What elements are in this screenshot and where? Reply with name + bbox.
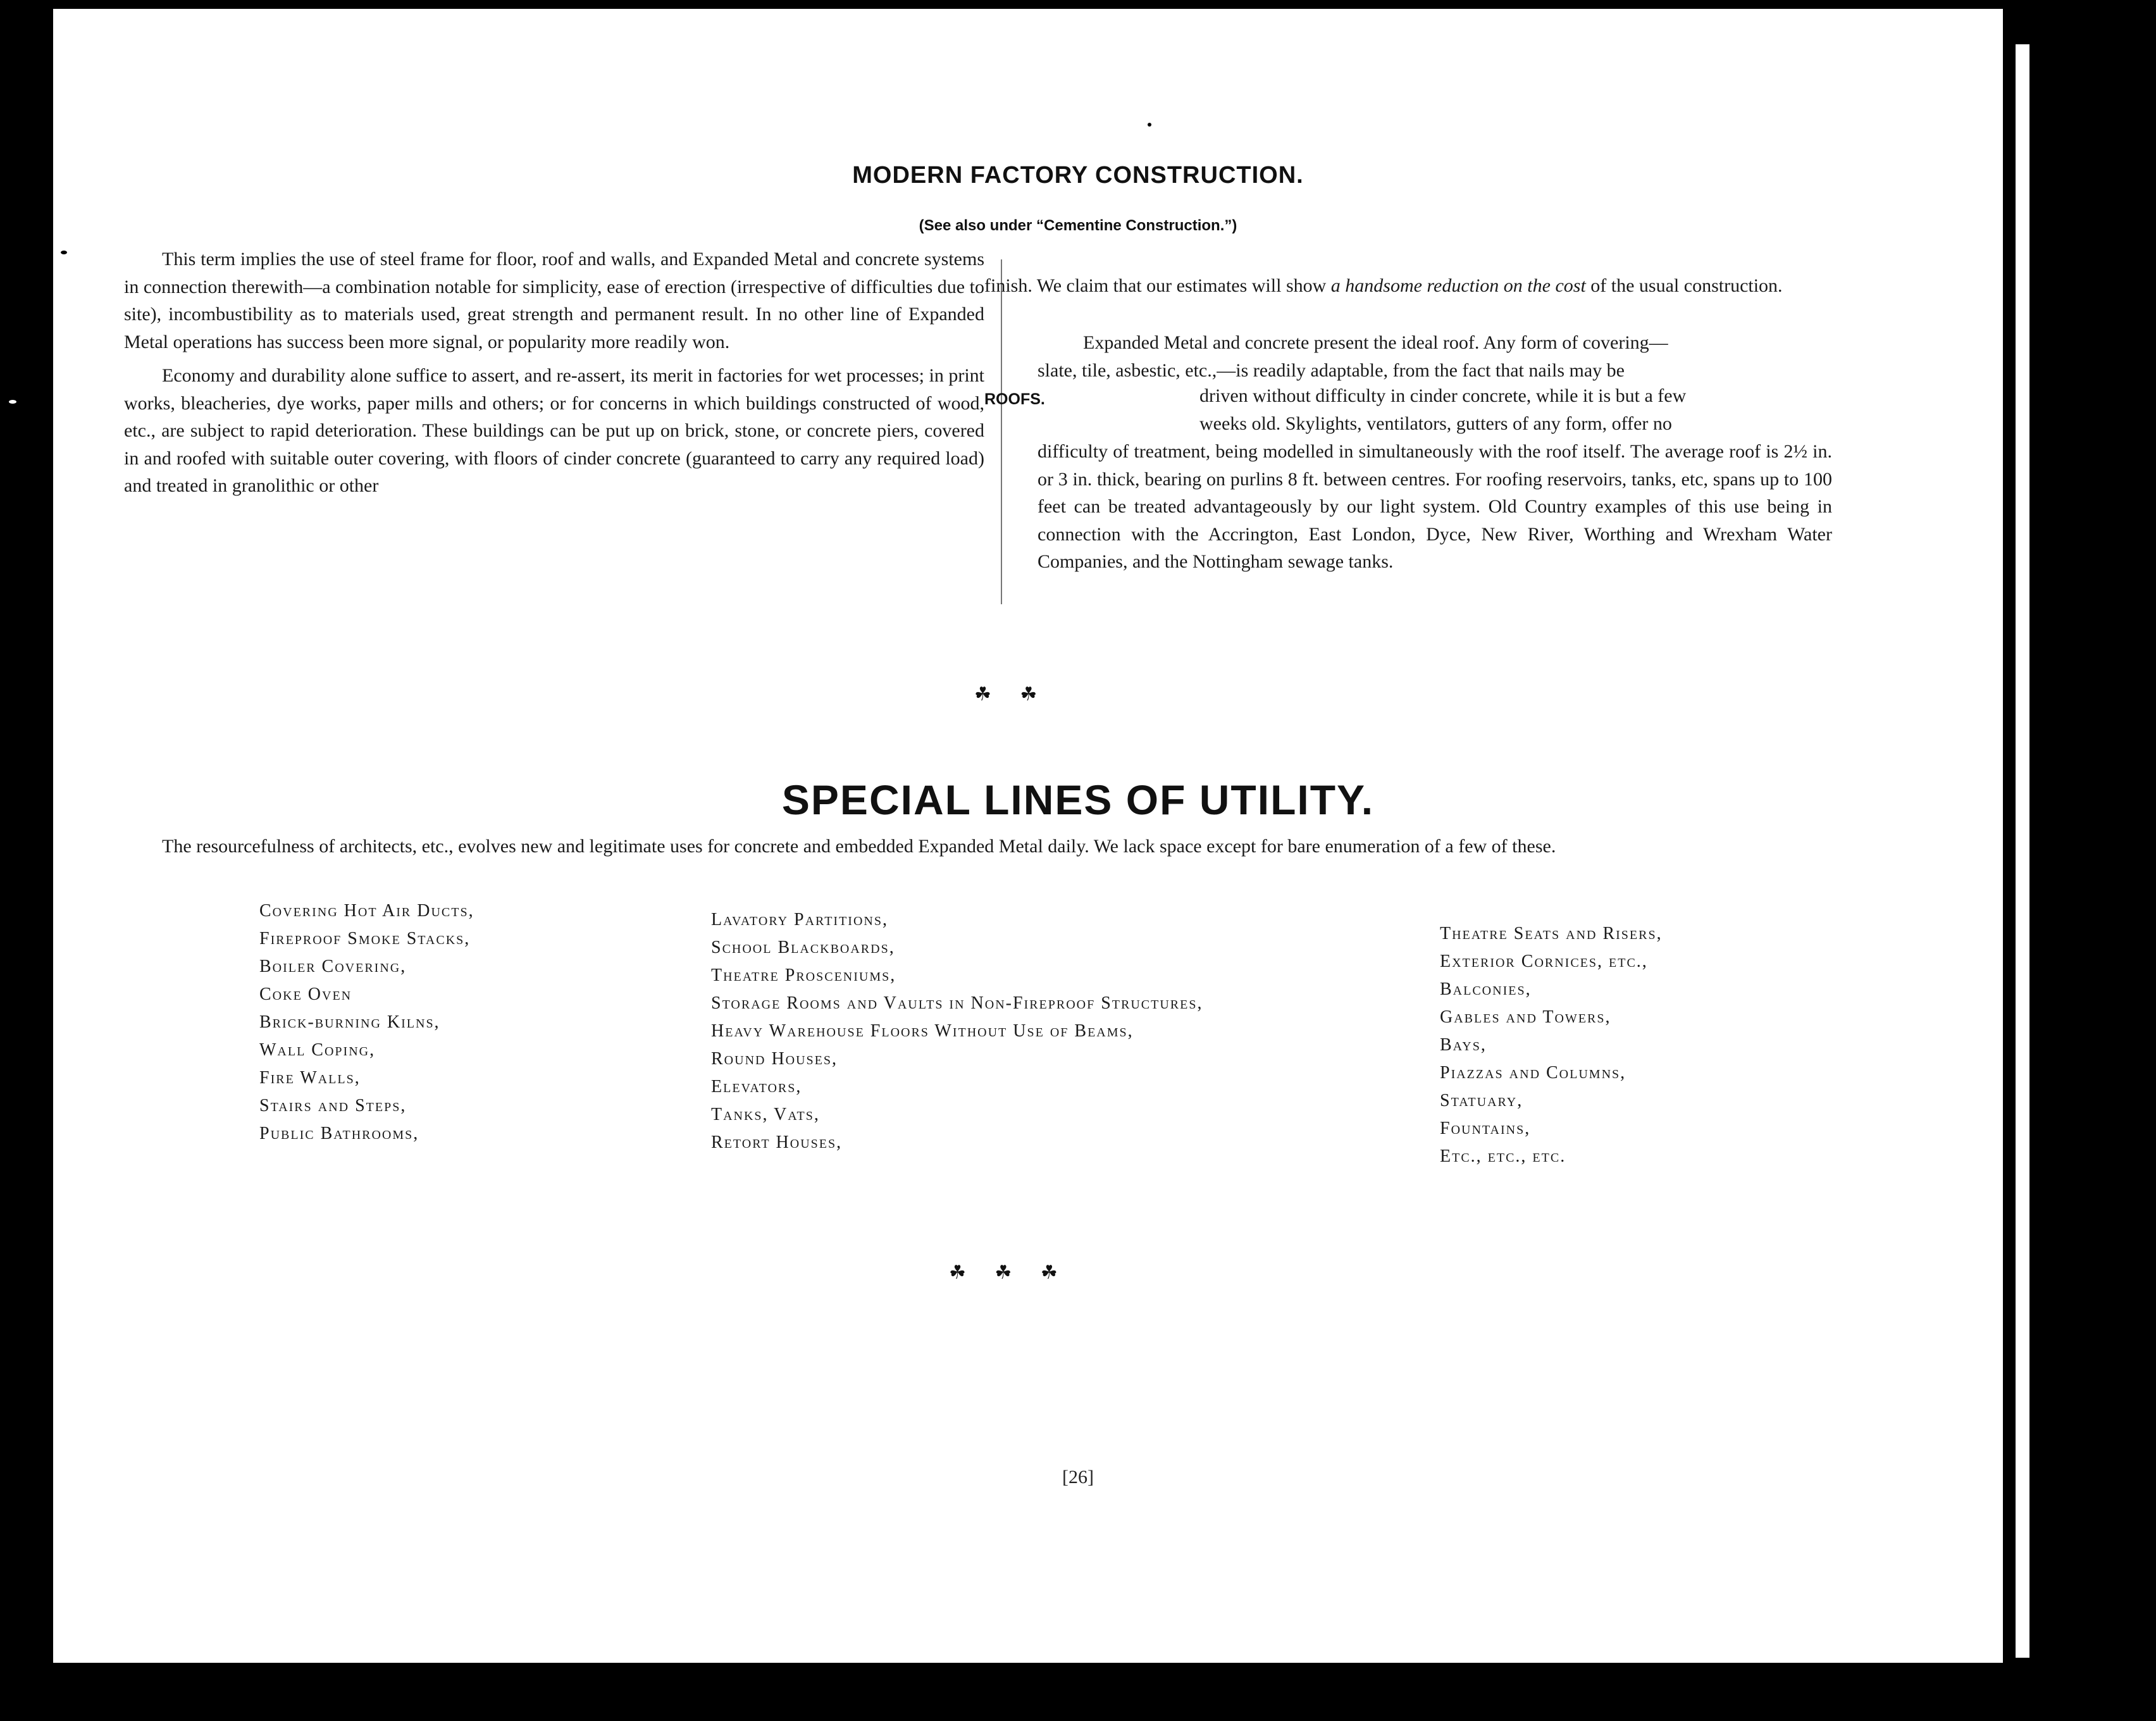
roofs-line-2: slate, tile, asbestic, etc.,—is readily adaptable, from the fact that nails may be: [1038, 360, 1625, 381]
ink-speck: [61, 251, 67, 254]
list-item: Exterior Cornices, etc.,: [1440, 952, 1648, 971]
list-item: Coke Oven: [259, 985, 352, 1004]
finish-emphasis: a handsome reduction on the cost: [1330, 275, 1586, 296]
paragraph-economy: Economy and durability alone suffice to assert, and re-assert, its merit in factories for wet processes; in print works, bleacheries, dye works, paper mills and others; or for concerns in which buildings constructed of wood, etc., are subject to rapid deterioration. These buildings can be put up on brick, stone, or concrete piers, covered in and roofed with suitable outer covering, with floors of cinder concrete (guaranteed to carry any required load) and treated in granolithic or other: [124, 365, 984, 496]
paragraph-finish: [984, 272, 1832, 300]
list-item: Boiler Covering,: [259, 957, 407, 976]
utility-list-right: [1440, 920, 1663, 1171]
facing-page-edge: [2016, 44, 2029, 1658]
paragraph-steel-frame: This term implies the use of steel frame for floor, roof and walls, and Expanded Metal and concrete systems in connection therewith—a combination notable for simplicity, ease of erection (irrespective of difficulties due to site), incombustibility as to materials used, great strength and permanent result. In no other line of Expanded Metal operations has success been more signal, or popularity more readily won.: [124, 249, 984, 352]
roofs-line-4: weeks old. Skylights, ventilators, gutters of any form, offer no: [1199, 413, 1672, 434]
list-item: Lavatory Partitions,: [711, 910, 888, 929]
utility-list-middle: [711, 906, 1203, 1157]
gutter-shadow: [2004, 13, 2013, 1658]
list-item: Public Bathrooms,: [259, 1124, 419, 1143]
finish-tail: of the usual construction.: [1585, 275, 1783, 296]
section-subtitle: (See also under “Cementine Construction.”): [919, 217, 1237, 234]
list-item: Heavy Warehouse Floors Without Use of Beams,: [711, 1021, 1134, 1041]
ornament-divider-small: ☘ ☘: [974, 683, 1049, 705]
utility-list-left: [259, 897, 474, 1148]
list-item: Stairs and Steps,: [259, 1096, 407, 1115]
roofs-remainder: difficulty of treatment, being modelled in simultaneously with the roof itself. The average roof is 2½ in. or 3 in. thick, bearing on purlins 8 ft. between centres. For roofing reservoirs, tanks, etc, spans up to 100 feet can be treated advantageously by our light system. Old Country examples of this use being in connection with the Accrington, East London, Dyce, New River, Worthing and Wrexham Water Companies, and the Nottingham sewage tanks.: [1038, 441, 1832, 572]
roofs-line-3: driven without difficulty in cinder concrete, while it is but a few: [1199, 385, 1687, 406]
ornament-divider-large: ☘ ☘ ☘: [949, 1262, 1069, 1284]
list-item: Fire Walls,: [259, 1068, 361, 1088]
ink-speck: [1148, 123, 1151, 127]
section-title-utility: SPECIAL LINES OF UTILITY.: [781, 776, 1375, 823]
list-item: Balconies,: [1440, 979, 1532, 999]
list-item: Statuary,: [1440, 1091, 1523, 1110]
list-item: Storage Rooms and Vaults in Non-Fireproof Structures,: [711, 993, 1203, 1013]
list-item: Round Houses,: [711, 1049, 838, 1069]
page-number: [26]: [1062, 1467, 1094, 1488]
list-item: Wall Coping,: [259, 1040, 376, 1060]
left-text-column: [124, 245, 984, 500]
list-item: Piazzas and Columns,: [1440, 1063, 1626, 1083]
list-item: Fountains,: [1440, 1119, 1531, 1138]
scan-mark: [9, 400, 16, 404]
list-item: Etc., etc., etc.: [1440, 1146, 1566, 1166]
section-title-factory: MODERN FACTORY CONSTRUCTION.: [852, 162, 1304, 189]
list-item: Tanks, Vats,: [711, 1105, 820, 1124]
list-item: Elevators,: [711, 1077, 802, 1097]
roofs-side-heading: ROOFS.: [984, 390, 1045, 408]
list-item: Retort Houses,: [711, 1133, 843, 1152]
list-item: Theatre Prosceniums,: [711, 966, 896, 985]
utility-intro: [124, 833, 1832, 860]
column-divider: [1001, 259, 1002, 604]
list-item: Covering Hot Air Ducts,: [259, 901, 474, 921]
right-text-column: [984, 272, 1832, 300]
list-item: School Blackboards,: [711, 938, 895, 957]
list-item: Fireproof Smoke Stacks,: [259, 929, 471, 948]
list-item: Gables and Towers,: [1440, 1007, 1611, 1027]
finish-text: finish. We claim that our estimates will show: [984, 275, 1331, 296]
list-item: Brick-burning Kilns,: [259, 1012, 440, 1032]
utility-intro-text: The resourcefulness of architects, etc., evolves new and legitimate uses for concrete and embedded Expanded Metal daily. We lack space except for bare enumeration of a few of these.: [162, 836, 1556, 857]
list-item: Bays,: [1440, 1035, 1487, 1055]
list-item: Theatre Seats and Risers,: [1440, 924, 1663, 943]
roofs-line-1: Expanded Metal and concrete present the ideal roof. Any form of covering—: [1083, 332, 1668, 353]
